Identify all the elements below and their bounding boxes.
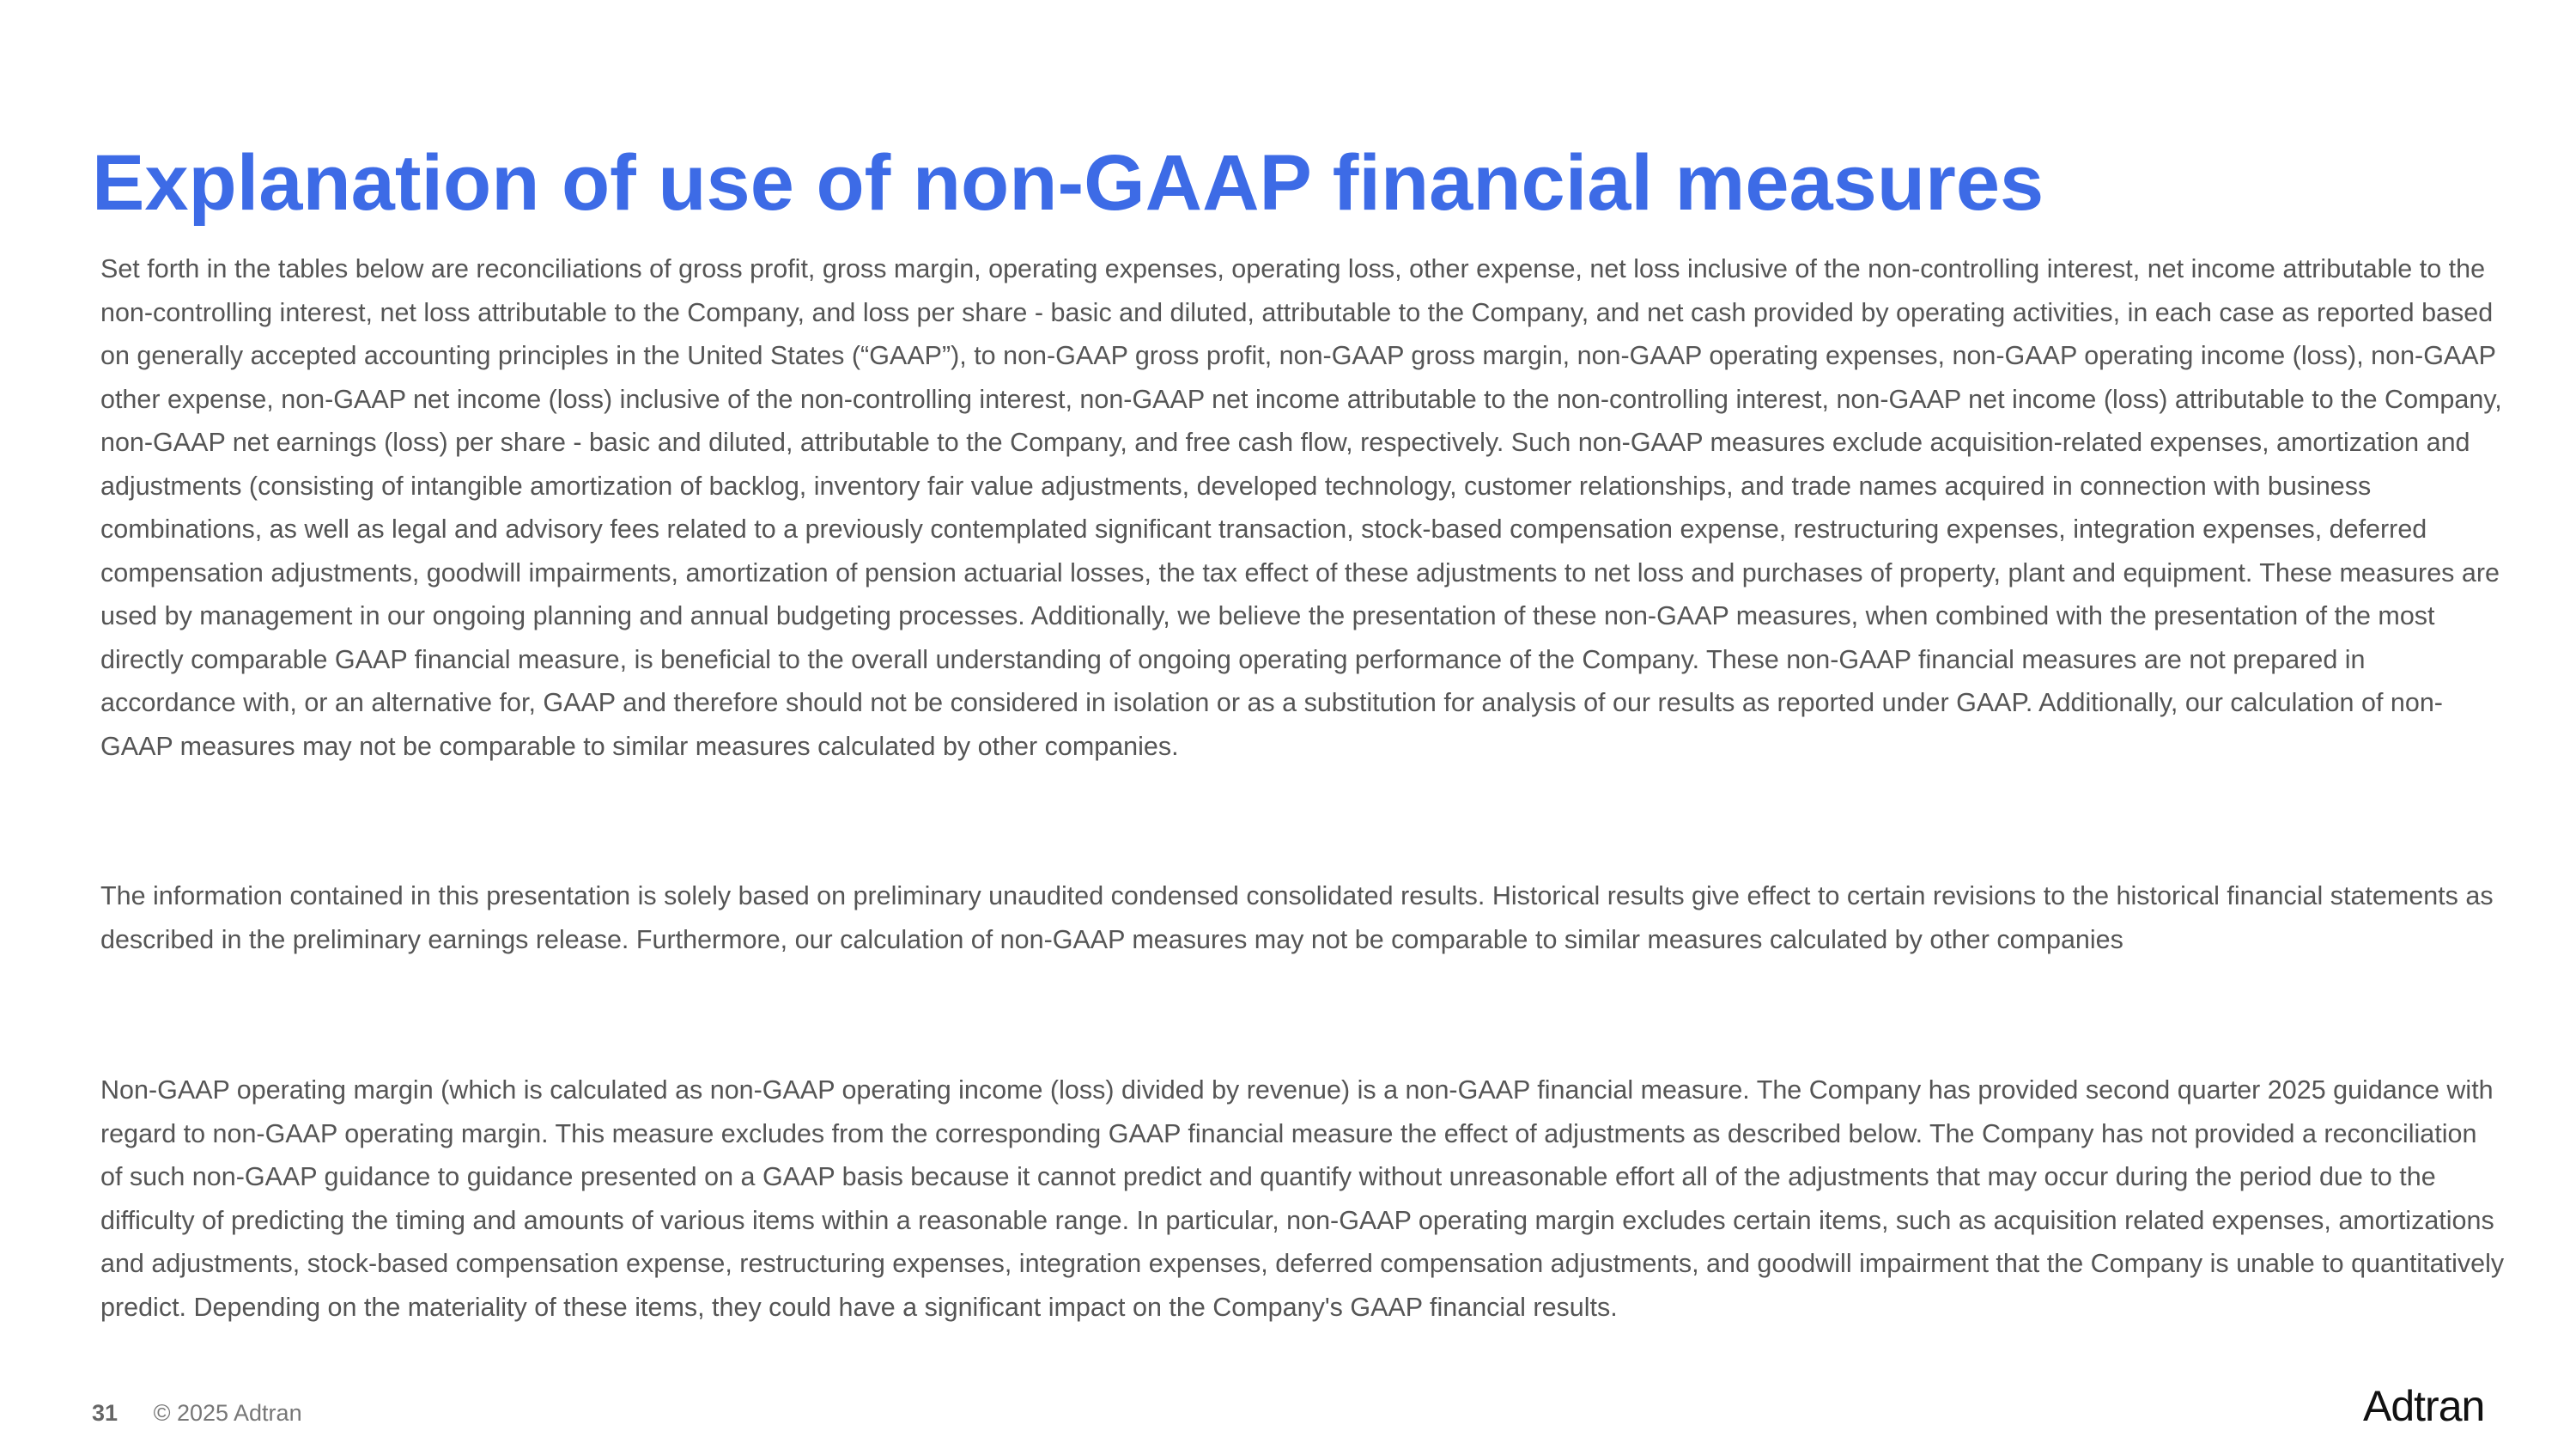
paragraph-preliminary-results: The information contained in this presentation is solely based on preliminary unaudited condensed consolidated results. Historical results give effect to certain revisions to the historical financial statements as described in the preliminary earnings release. Furthermore, our calculation of non-GAAP measures may not be comparable to similar measures calculated by other companies [100, 881, 2494, 954]
copyright-notice: © 2025 Adtran [153, 1400, 302, 1426]
page-number: 31 [92, 1400, 118, 1426]
adtran-logo [2363, 1383, 2505, 1428]
adtran-logo-text: Adtran [2363, 1383, 2485, 1428]
paragraph-operating-margin-guidance: Non-GAAP operating margin (which is calculated as non-GAAP operating income (loss) divided by revenue) is a non-GAAP financial measure. The Company has provided second quarter 2025 guidance with regard to non-GAAP operating margin. This measure excludes from the corresponding GAAP financial measure the effect of adjustments as described below. The Company has not provided a reconciliation of such non-GAAP guidance to guidance presented on a GAAP basis because it cannot predict and quantify without unreasonable effort all of the adjustments that may occur during the period due to the difficulty of predicting the timing and amounts of various items within a reasonable range. In particular, non-GAAP operating margin excludes certain items, such as acquisition related expenses, amortizations and adjustments, stock-based compensation expense, restructuring expenses, integration expenses, deferred compensation adjustments, and goodwill impairment that the Company is unable to quantitatively predict. Depending on the materiality of these items, they could have a significant impact on the Company's GAAP financial results. [100, 1075, 2505, 1322]
footer [92, 1398, 302, 1428]
paragraph-non-gaap-reconciliations: Set forth in the tables below are reconciliations of gross profit, gross margin, operating expenses, operating loss, other expense, net loss inclusive of the non-controlling interest, net income attributable to the non-controlling interest, net loss attributable to the Company, and loss per share - basic and diluted, attributable to the Company, and net cash provided by operating activities, in each case as reported based on generally accepted accounting principles in the United States (“GAAP”), to non-GAAP gross profit, non-GAAP gross margin, non-GAAP operating expenses, non-GAAP operating income (loss), non-GAAP other expense, non-GAAP net income (loss) inclusive of the non-controlling interest, non-GAAP net income attributable to the non-controlling interest, non-GAAP net income (loss) attributable to the Company, non-GAAP net earnings (loss) per share - basic and diluted, attributable to the Company, and free cash flow, respectively. Such non-GAAP measures exclude acquisition-related expenses, amortization and adjustments (consisting of intangible amortization of backlog, inventory fair value adjustments, developed technology, customer relationships, and trade names acquired in connection with business combinations, as well as legal and advisory fees related to a previously contemplated significant transaction, stock-based compensation expense, restructuring expenses, integration expenses, deferred compensation adjustments, goodwill impairments, amortization of pension actuarial losses, the tax effect of these adjustments to net loss and purchases of property, plant and equipment. These measures are used by management in our ongoing planning and annual budgeting processes. Additionally, we believe the presentation of these non-GAAP measures, when combined with the presentation of the most directly comparable GAAP financial measure, is beneficial to the overall understanding of ongoing operating performance of the Company. These non-GAAP financial measures are not prepared in accordance with, or an alternative for, GAAP and therefore should not be considered in isolation or as a substitution for analysis of our results as reported under GAAP. Additionally, our calculation of non-GAAP measures may not be comparable to similar measures calculated by other companies. [100, 254, 2502, 761]
slide-title: Explanation of use of non-GAAP financial measures [92, 139, 2044, 227]
